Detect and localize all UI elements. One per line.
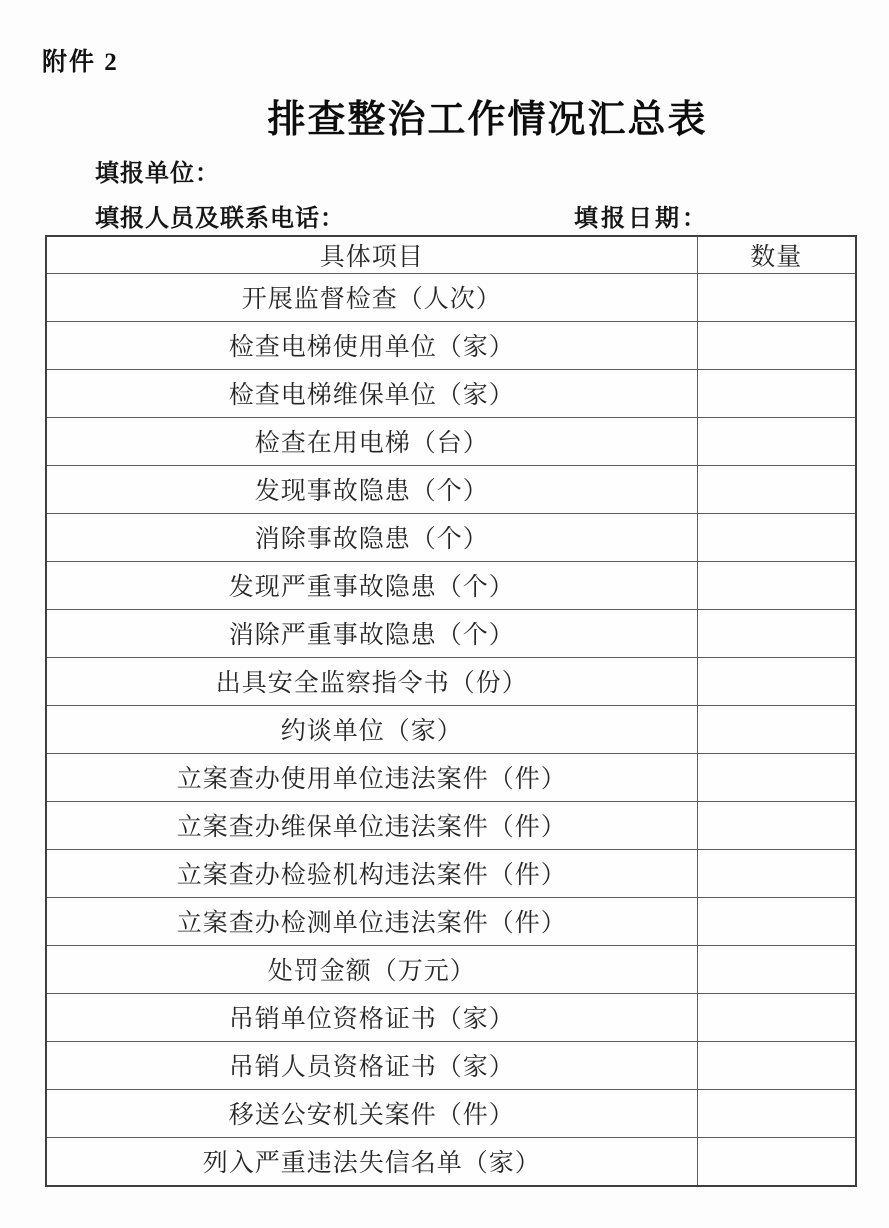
item-cell: 立案查办使用单位违法案件（件） (46, 753, 697, 801)
quantity-cell (697, 1041, 856, 1089)
page-title: 排查整治工作情况汇总表 (267, 99, 708, 141)
table-row (46, 705, 856, 753)
table-row (46, 1137, 856, 1186)
quantity-cell (697, 274, 856, 322)
table-row (46, 657, 856, 705)
table-body (46, 274, 856, 1187)
attachment-label: 附件 2 (42, 49, 119, 76)
quantity-cell (697, 945, 856, 993)
quantity-cell (697, 849, 856, 897)
quantity-cell (697, 657, 856, 705)
table-row (46, 369, 856, 417)
quantity-cell (697, 417, 856, 465)
quantity-cell (697, 753, 856, 801)
table-row (46, 561, 856, 609)
item-cell: 出具安全监察指令书（份） (46, 657, 697, 705)
quantity-cell (697, 321, 856, 369)
item-cell: 立案查办检验机构违法案件（件） (46, 849, 697, 897)
item-cell: 立案查办维保单位违法案件（件） (46, 801, 697, 849)
report-date-label: 填报日期： (574, 206, 709, 232)
quantity-cell (697, 465, 856, 513)
table-row (46, 945, 856, 993)
table-row (46, 897, 856, 945)
quantity-cell (697, 705, 856, 753)
table-header-row (46, 236, 856, 274)
quantity-cell (697, 1137, 856, 1186)
reporting-unit-label: 填报单位： (95, 161, 220, 187)
table-row (46, 465, 856, 513)
table-row (46, 1089, 856, 1137)
table-row (46, 993, 856, 1041)
item-cell: 移送公安机关案件（件） (46, 1089, 697, 1137)
item-cell: 吊销单位资格证书（家） (46, 993, 697, 1041)
item-cell: 消除严重事故隐患（个） (46, 609, 697, 657)
column-header-quantity: 数量 (697, 236, 856, 274)
item-cell: 列入严重违法失信名单（家） (46, 1137, 697, 1186)
quantity-cell (697, 801, 856, 849)
table-row (46, 417, 856, 465)
reporter-and-phone-label: 填报人员及联系电话： (95, 206, 345, 232)
summary-table (45, 235, 857, 1187)
item-cell: 立案查办检测单位违法案件（件） (46, 897, 697, 945)
quantity-cell (697, 1089, 856, 1137)
item-cell: 消除事故隐患（个） (46, 513, 697, 561)
item-cell: 发现事故隐患（个） (46, 465, 697, 513)
item-cell: 发现严重事故隐患（个） (46, 561, 697, 609)
table-row (46, 849, 856, 897)
table-row (46, 753, 856, 801)
table-row (46, 1041, 856, 1089)
item-cell: 开展监督检查（人次） (46, 274, 697, 322)
column-header-item: 具体项目 (46, 236, 697, 274)
quantity-cell (697, 369, 856, 417)
item-cell: 吊销人员资格证书（家） (46, 1041, 697, 1089)
table-row (46, 274, 856, 322)
quantity-cell (697, 897, 856, 945)
quantity-cell (697, 561, 856, 609)
quantity-cell (697, 609, 856, 657)
table-row (46, 321, 856, 369)
table-row (46, 513, 856, 561)
item-cell: 检查电梯维保单位（家） (46, 369, 697, 417)
quantity-cell (697, 993, 856, 1041)
quantity-cell (697, 513, 856, 561)
table-row (46, 801, 856, 849)
table-row (46, 609, 856, 657)
item-cell: 处罚金额（万元） (46, 945, 697, 993)
item-cell: 约谈单位（家） (46, 705, 697, 753)
item-cell: 检查在用电梯（台） (46, 417, 697, 465)
item-cell: 检查电梯使用单位（家） (46, 321, 697, 369)
